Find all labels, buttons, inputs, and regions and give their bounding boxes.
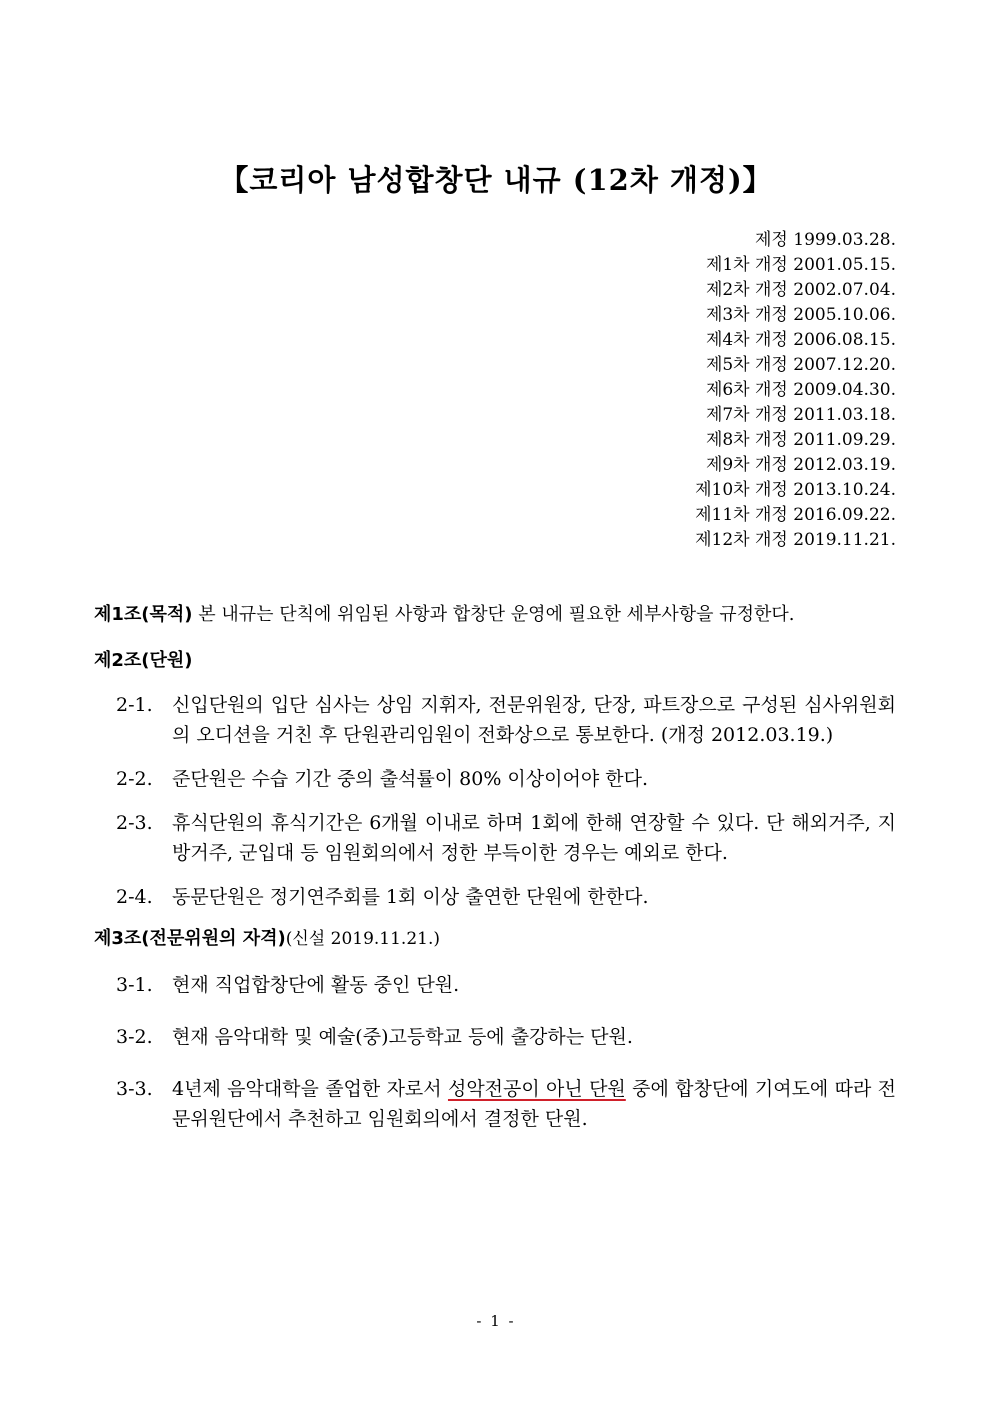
revision-entry: 제10차 개정 2013.10.24.: [695, 480, 896, 500]
article-3-item: [94, 1074, 896, 1134]
revision-history: [496, 228, 896, 553]
revision-entry: 제1차 개정 2001.05.15.: [705, 255, 896, 275]
revision-entry: 제6차 개정 2009.04.30.: [705, 380, 896, 400]
item-number: 2-1.: [116, 694, 153, 716]
article-1-heading: 제1조(목적): [94, 604, 193, 625]
document-title: 【코리아 남성합창단 내규 (12차 개정)】: [219, 163, 773, 197]
item-number: 2-2.: [116, 768, 153, 790]
article-2-item: [94, 764, 896, 794]
item-number: 2-4.: [116, 886, 153, 908]
article-1-text: 본 내규는 단칙에 위임된 사항과 합창단 운영에 필요한 세부사항을 규정한다.: [192, 604, 795, 625]
article-1: [94, 600, 896, 630]
item-number: 3-1.: [116, 974, 153, 996]
item-number: 3-2.: [116, 1026, 153, 1048]
revision-entry: 제12차 개정 2019.11.21.: [695, 530, 896, 550]
revision-entry: 제3차 개정 2005.10.06.: [705, 305, 896, 325]
article-2-item: [94, 882, 896, 912]
item-text-before: 4년제 음악대학을 졸업한 자로서: [172, 1078, 448, 1100]
revision-entry: 제2차 개정 2002.07.04.: [705, 280, 896, 300]
item-number: 3-3.: [116, 1078, 153, 1100]
article-2-heading-text: 제2조(단원): [94, 650, 193, 671]
article-3-item: [94, 1022, 896, 1052]
page-number: - 1 -: [476, 1312, 516, 1330]
item-text: 동문단원은 정기연주회를 1회 이상 출연한 단원에 한한다.: [172, 886, 649, 908]
revision-entry: 제7차 개정 2011.03.18.: [705, 405, 896, 425]
article-3-heading: [94, 924, 896, 954]
item-text: 신입단원의 입단 심사는 상임 지휘자, 전문위원장, 단장, 파트장으로 구성된 심사위원회의 오디션을 거친 후 단원관리임원이 전화상으로 통보한다. (개정 2012.03.19.): [172, 694, 896, 746]
item-text: 준단원은 수습 기간 중의 출석률이 80% 이상이어야 한다.: [172, 768, 648, 790]
item-text: 현재 직업합창단에 활동 중인 단원.: [172, 974, 460, 996]
article-3-item: [94, 970, 896, 1000]
document-body: [94, 600, 896, 1134]
revision-entry: 제9차 개정 2012.03.19.: [705, 455, 896, 475]
revision-entry: 제정 1999.03.28.: [755, 230, 896, 250]
item-text: [172, 1074, 896, 1134]
item-text-after: 중에 합창단에 기여도에 따라 전문위원단에서 추천하고 임원회의에서 결정한 단원.: [172, 1078, 896, 1130]
revision-entry: 제4차 개정 2006.08.15.: [705, 330, 896, 350]
article-3-heading-text: 제3조(전문위원의 자격): [94, 928, 286, 949]
item-text: 현재 음악대학 및 예술(중)고등학교 등에 출강하는 단원.: [172, 1026, 633, 1048]
article-2-heading: [94, 646, 896, 676]
item-text: 휴식단원의 휴식기간은 6개월 이내로 하며 1회에 한해 연장할 수 있다. 단 해외거주, 지방거주, 군입대 등 임원회의에서 정한 부득이한 경우는 예외로 한다.: [172, 812, 896, 864]
article-3-note: (신설 2019.11.21.): [285, 929, 441, 949]
article-2-item: [94, 690, 896, 750]
item-number: 2-3.: [116, 812, 153, 834]
revision-entry: 제8차 개정 2011.09.29.: [705, 430, 896, 450]
underlined-phrase: 성악전공이 아닌 단원: [447, 1078, 626, 1100]
article-2-item: [94, 808, 896, 868]
revision-entry: 제11차 개정 2016.09.22.: [695, 505, 896, 525]
revision-entry: 제5차 개정 2007.12.20.: [705, 355, 896, 375]
